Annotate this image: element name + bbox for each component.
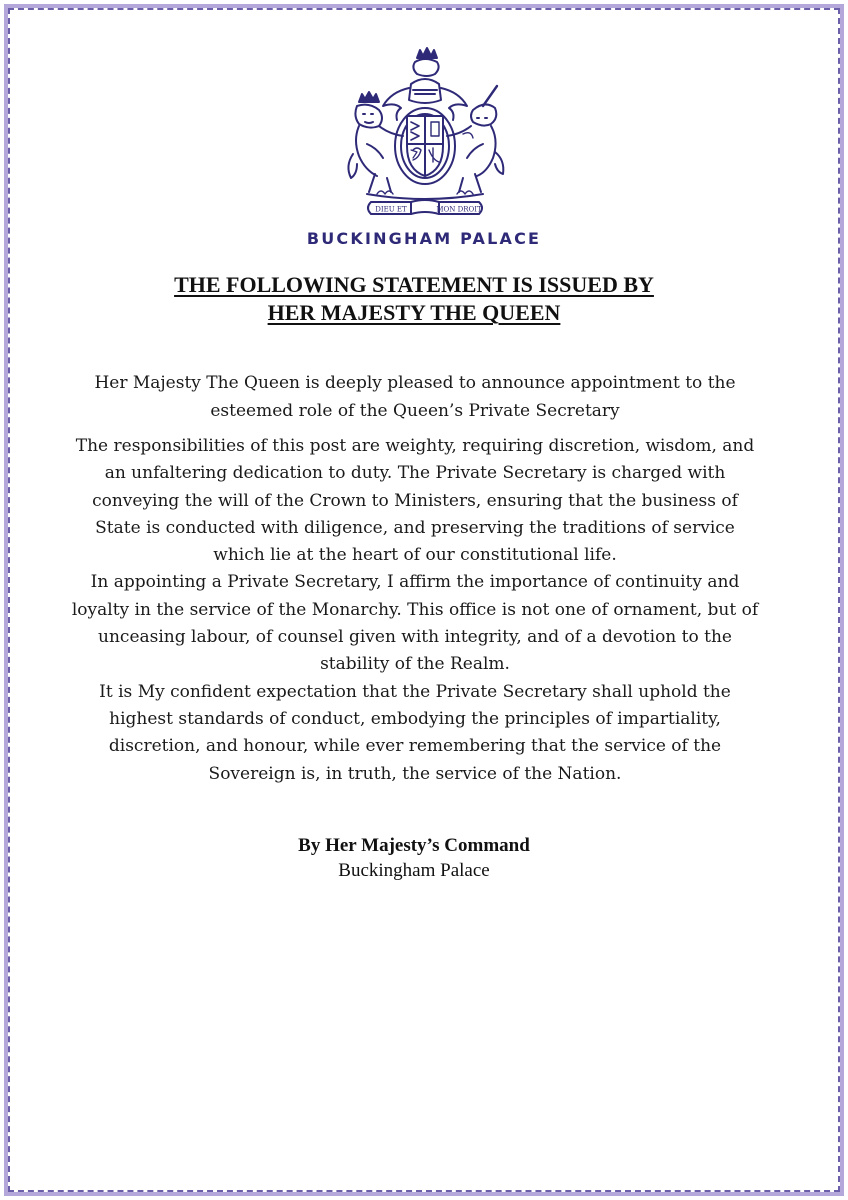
signoff bbox=[0, 834, 828, 884]
statement-intro: Her Majesty The Queen is deeply pleased to announce appointment to the esteemed role of the Queen’s Private Secretary bbox=[94, 373, 736, 421]
statement-body bbox=[70, 370, 760, 788]
statement-title-line-1: THE FOLLOWING STATEMENT IS ISSUED BY bbox=[174, 272, 654, 297]
signoff-command: By Her Majesty’s Command bbox=[298, 835, 530, 856]
statement-title-line-2: HER MAJESTY THE QUEEN bbox=[267, 300, 561, 325]
statement-paragraph-3: It is My confident expectation that the Private Secretary shall uphold the highest standards of conduct, embodying the principles of impartiality, discretion, and honour, while ever remembering that the service of the Sovereign is, in truth, the service of the Nation. bbox=[99, 681, 731, 784]
crest-motto-left: DIEU ET bbox=[375, 205, 407, 214]
crest-motto-right: MON DROIT bbox=[436, 205, 482, 214]
statement-title bbox=[0, 271, 828, 327]
palace-heading: BUCKINGHAM PALACE bbox=[306, 229, 542, 248]
signoff-place: Buckingham Palace bbox=[338, 860, 490, 881]
statement-paragraph-1: The responsibilities of this post are weighty, requiring discretion, wisdom, and an unfaltering dedication to duty. The Private Secretary is charged with conveying the will of the Crown to Ministers, ensuring that the business of State is conducted with diligence, and preserving the traditions of service which lie at the heart of our constitutional life. bbox=[75, 436, 755, 566]
royal-coat-of-arms-icon bbox=[337, 44, 513, 220]
statement-paragraph-2: In appointing a Private Secretary, I affirm the importance of continuity and loyalty in the service of the Monarchy. This office is not one of ornament, but of unceasing labour, of counsel given with integrity, and of a devotion to the stability of the Realm. bbox=[71, 572, 759, 675]
